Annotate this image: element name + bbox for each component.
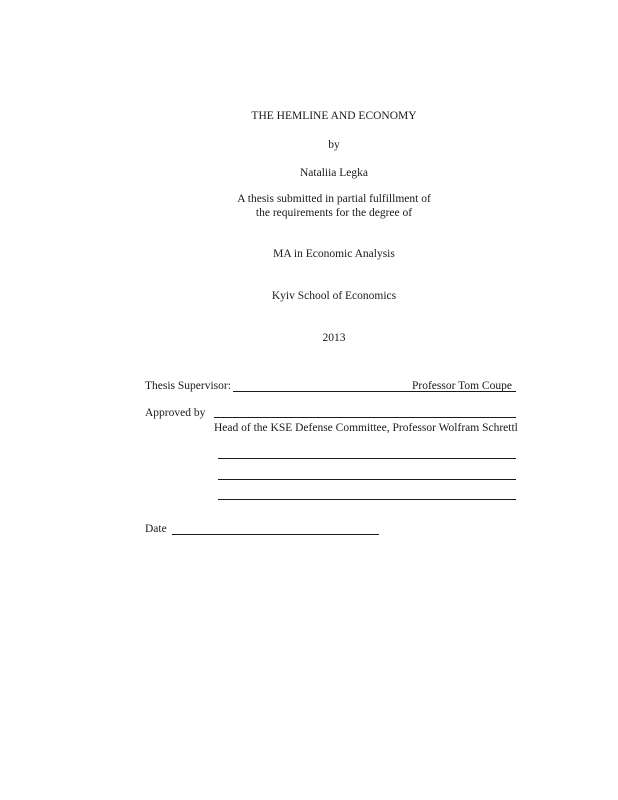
submission-statement-line-1: A thesis submitted in partial fulfillment of	[237, 193, 431, 205]
supervisor-label: Thesis Supervisor:	[145, 380, 231, 392]
date-label: Date	[145, 523, 167, 535]
approved-by-label: Approved by	[145, 407, 206, 419]
thesis-title: THE HEMLINE AND ECONOMY	[251, 110, 417, 122]
date-line	[172, 534, 379, 535]
committee-signature-line	[218, 499, 516, 500]
degree-name: MA in Economic Analysis	[273, 248, 395, 260]
submission-statement-line-2: the requirements for the degree of	[255, 207, 413, 219]
by-text: by	[328, 139, 340, 151]
approval-signature-line	[214, 417, 516, 418]
committee-signature-line	[218, 458, 516, 459]
supervisor-name: Professor Tom Coupe	[412, 380, 512, 392]
year: 2013	[322, 332, 346, 344]
committee-signature-line	[218, 479, 516, 480]
committee-head-caption: Head of the KSE Defense Committee, Professor Wolfram Schrettl	[214, 422, 518, 434]
author-name: Nataliia Legka	[299, 167, 368, 179]
school-name: Kyiv School of Economics	[271, 290, 397, 302]
